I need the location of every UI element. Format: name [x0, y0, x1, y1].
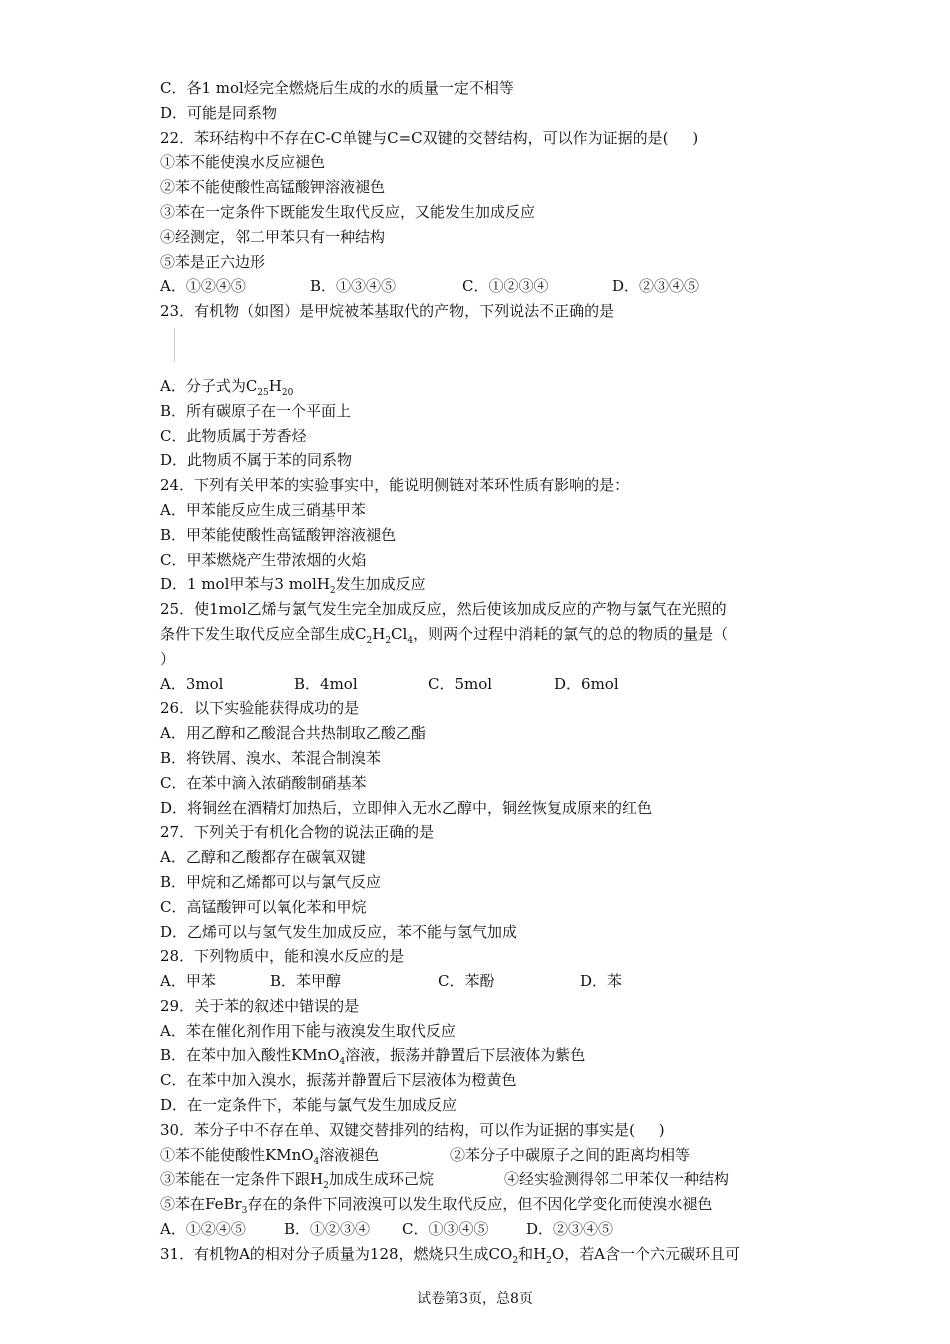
- option-c: C．苯酚: [438, 972, 495, 991]
- text-line: D．将铜丝在酒精灯加热后，立即伸入无水乙醇中，铜丝恢复成原来的红色: [160, 798, 653, 817]
- option-a: A．①②④⑤: [160, 277, 246, 296]
- text-line: A．乙醇和乙酸都存在碳氧双键: [160, 848, 366, 867]
- text-line: D．乙烯可以与氢气发生加成反应，苯不能与氢气加成: [160, 922, 518, 941]
- text-line: C．在苯中滴入浓硝酸制硝基苯: [160, 773, 367, 792]
- text-line: B．在苯中加入酸性KMnO$_4$溶液，振荡并静置后下层液体为紫色: [160, 1046, 586, 1068]
- question-25-options: [160, 672, 800, 697]
- text-line: A．用乙醇和乙酸混合共热制取乙酸乙酯: [160, 724, 426, 743]
- question-22-options: [160, 274, 800, 299]
- option-a: A．3mol: [160, 674, 224, 693]
- question-30-options: [160, 1217, 800, 1242]
- question-24-stem: 24．下列有关甲苯的实验事实中，能说明侧链对苯环性质有影响的是：: [160, 476, 630, 495]
- text-line: ②苯不能使酸性高锰酸钾溶液褪色: [160, 178, 386, 197]
- option-b: B．①③④⑤: [310, 277, 397, 296]
- text-line: A．分子式为$C_{25}H_{20}$: [160, 376, 294, 398]
- option-a: A．甲苯: [160, 972, 216, 991]
- text-line: B．甲烷和乙烯都可以与氯气反应: [160, 872, 382, 891]
- text-line: ③苯能在一定条件下跟$H_2$加成生成环己烷 ④经实验测得邻二甲苯仅一种结构: [160, 1170, 730, 1192]
- text-line: C．高锰酸钾可以氧化苯和甲烷: [160, 897, 367, 916]
- option-b: B．4mol: [294, 674, 358, 693]
- text-line: D．此物质不属于苯的同系物: [160, 451, 353, 470]
- question-29-stem: 29．关于苯的叙述中错误的是: [160, 996, 360, 1015]
- question-25-stem: 25．使1mol乙烯与氯气发生完全加成反应，然后使该加成反应的产物与氯气在光照的: [160, 600, 727, 619]
- text-line: C．此物质属于芳香烃: [160, 426, 307, 445]
- text-line: A．苯在催化剂作用下能与液溴发生取代反应: [160, 1021, 456, 1040]
- option-a: A．①②④⑤: [160, 1220, 246, 1239]
- text-line: C．在苯中加入溴水，振荡并静置后下层液体为橙黄色: [160, 1071, 517, 1090]
- text-line: D．可能是同系物: [160, 103, 278, 122]
- option-c: C．5mol: [428, 674, 493, 693]
- question-30-stem: 30．苯分子中不存在单、双键交替排列的结构，可以作为证据的事实是( ): [160, 1120, 665, 1139]
- question-28-stem: 28．下列物质中，能和溴水反应的是: [160, 947, 405, 966]
- text-line: D．1 mol甲苯与3 molH$_2$发生加成反应: [160, 575, 426, 597]
- text-line: B．甲苯能使酸性高锰酸钾溶液褪色: [160, 525, 397, 544]
- question-27-stem: 27．下列关于有机化合物的说法正确的是: [160, 823, 435, 842]
- molecule-figure: [160, 324, 800, 374]
- text-line: ）: [160, 649, 176, 668]
- emphasis-dotted-text: 错误: [299, 996, 330, 1015]
- option-c: C．①②③④: [462, 277, 549, 296]
- page-footer: 试卷第3页，总8页: [417, 1291, 533, 1307]
- text-line: ④经测定，邻二甲苯只有一种结构: [160, 227, 386, 246]
- option-b: B．苯甲醇: [270, 972, 342, 991]
- text-line: D．在一定条件下，苯能与氯气发生加成反应: [160, 1096, 458, 1115]
- text-line: ⑤苯在FeBr$_3$存在的条件下同液溴可以发生取代反应，但不因化学变化而使溴水褪色: [160, 1195, 713, 1217]
- question-31-stem: 31．有机物A的相对分子质量为128，燃烧只生成$CO_2$和$H_2O$，若A含一个六元碳环且可: [160, 1244, 741, 1266]
- text-line: A．甲苯能反应生成三硝基甲苯: [160, 500, 366, 519]
- option-d: D．②③④⑤: [612, 277, 700, 296]
- question-content: [160, 76, 800, 1267]
- text-line: ⑤苯是正六边形: [160, 252, 266, 271]
- option-d: D．6mol: [554, 674, 619, 693]
- option-d: D．②③④⑤: [526, 1220, 614, 1239]
- option-d: D．苯: [580, 972, 623, 991]
- option-c: C．①③④⑤: [402, 1220, 489, 1239]
- text-line: ①苯不能使酸性KMnO$_4$溶液褪色 ②苯分子中碳原子之间的距离均相等: [160, 1145, 691, 1167]
- text-line: 条件下发生取代反应全部生成$C_2H_2Cl_4$，则两个过程中消耗的氯气的总的物质的量是（: [160, 624, 729, 646]
- text-line: ①苯不能使溴水反应褪色: [160, 153, 326, 172]
- question-22-stem: 22．苯环结构中不存在C-C单键与C=C双键的交替结构，可以作为证据的是( ): [160, 128, 699, 147]
- text-line: C．各1 mol烃完全燃烧后生成的水的质量一定不相等: [160, 79, 514, 97]
- text-line: ③苯在一定条件下既能发生取代反应，又能发生加成反应: [160, 202, 536, 221]
- text-line: B．所有碳原子在一个平面上: [160, 401, 352, 420]
- option-b: B．①②③④: [284, 1220, 371, 1239]
- text-line: B．将铁屑、溴水、苯混合制溴苯: [160, 748, 382, 767]
- question-26-stem: 26．以下实验能获得成功的是: [160, 699, 360, 718]
- question-28-options: [160, 969, 800, 994]
- text-line: C．甲苯燃烧产生带浓烟的火焰: [160, 550, 367, 569]
- question-23-stem: 23．有机物（如图）是甲烷被苯基取代的产物，下列说法不正确的是: [160, 302, 615, 321]
